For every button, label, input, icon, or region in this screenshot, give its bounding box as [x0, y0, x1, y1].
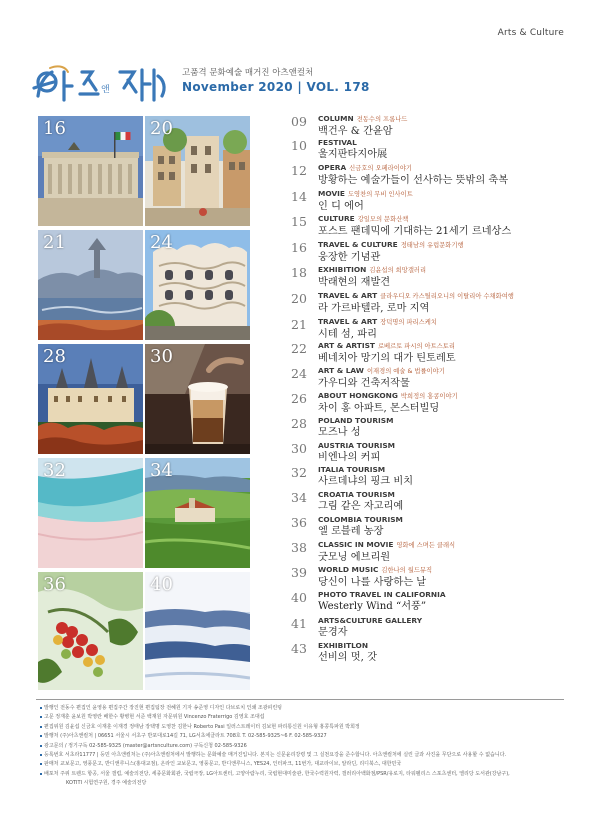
- toc-page-number: 30: [291, 441, 307, 456]
- toc-series-note: 영화에 스며든 클래식: [396, 542, 456, 549]
- toc-title: 선비의 멋, 갓: [318, 652, 377, 663]
- toc-title: 그림 같은 자고리예: [318, 501, 404, 512]
- toc-page-number: 12: [291, 163, 307, 178]
- photo-pink-beach[interactable]: [38, 458, 143, 568]
- toc-page-number: 24: [291, 366, 307, 381]
- toc-page-number: 16: [291, 240, 307, 255]
- photo-page-number: 28: [43, 346, 66, 367]
- toc-series-note: 장덕명의 파리스케치: [380, 319, 437, 326]
- toc-category-label: AUSTRIA TOURISM: [318, 441, 396, 450]
- toc-title: 박래현의 재발견: [318, 277, 391, 288]
- credits-line: 발행인 전동수 편집인 윤영용 편집주간 장진현 편집팀장 전혜원 기자 송준영 디자인 다브로치 인쇄 조광피린팅: [40, 704, 570, 713]
- toc-series-note: 강일모의 문화산책: [357, 216, 409, 223]
- photo-gaudi-building[interactable]: [145, 230, 250, 340]
- toc-entry[interactable]: [291, 640, 377, 664]
- toc-title: 포스트 팬데믹에 기대하는 21세기 르네상스: [318, 226, 512, 237]
- toc-entry[interactable]: [291, 440, 395, 464]
- toc-entry[interactable]: [291, 464, 413, 488]
- toc-title: 차이 홍 아파트, 몬스터빌딩: [318, 403, 440, 414]
- credits-line: 광고문의 / 정기구독 02-585-9325 (master@artsnculture.com) 구독신청 02-585-9326: [40, 742, 570, 751]
- toc-category-label: ART & LAW: [318, 366, 364, 375]
- toc-category: [318, 316, 437, 328]
- issue-line: November 2020 | VOL. 178: [182, 80, 370, 94]
- photo-rome-watercolor[interactable]: [145, 116, 250, 226]
- toc-category-label: EXHIBITLON: [318, 641, 369, 650]
- toc-title: Westerly Wind “서풍”: [318, 601, 427, 612]
- toc-category: [318, 539, 455, 551]
- toc-entry[interactable]: [291, 137, 387, 161]
- toc-title: 시테 섬, 파리: [318, 329, 377, 340]
- toc-page-number: 21: [291, 317, 307, 332]
- toc-page-number: 26: [291, 391, 307, 406]
- toc-category-label: CLASSIC IN MOVIE: [318, 540, 394, 549]
- toc-series-note: 로베르토 파시의 아트스토리: [377, 343, 455, 350]
- photo-moszna-castle[interactable]: [38, 344, 143, 454]
- toc-entry[interactable]: [291, 390, 458, 415]
- toc-category: [318, 440, 395, 451]
- toc-entry[interactable]: [291, 239, 464, 264]
- toc-category: [318, 290, 514, 302]
- toc-entry[interactable]: [291, 264, 426, 289]
- toc-category: [318, 514, 403, 525]
- toc-page-number: 10: [291, 138, 307, 153]
- toc-page-number: 34: [291, 490, 307, 505]
- toc-category: [318, 137, 387, 148]
- toc-category-label: ART & ARTIST: [318, 341, 375, 350]
- toc-title: 비엔나의 커피: [318, 452, 381, 463]
- toc-category-label: WORLD MUSIC: [318, 565, 379, 574]
- toc-entry[interactable]: [291, 113, 407, 138]
- toc-category-label: TRAVEL & ART: [318, 317, 378, 326]
- toc-category-label: CROATIA TOURISM: [318, 490, 395, 499]
- toc-title: 백건우 & 간윤암: [318, 126, 393, 137]
- toc-page-number: 43: [291, 641, 307, 656]
- photo-page-number: 30: [150, 346, 173, 367]
- toc-page-number: 14: [291, 189, 307, 204]
- credits-line: 배포처 주위 트렌드 항공, 서울 갤럽, 예술의전당, 세종문화회관, 국립극장, LG아트센터, 고양아람누리, 국립현대미술관, 한국수력원자력, 갤러리아백화점/PSR/유로지, 타워펠리스 스포츠센터, 엘리당 도서관(강남구),: [40, 770, 570, 779]
- toc-category-label: TRAVEL & ART: [318, 291, 378, 300]
- toc-category-label: EXHIBITION: [318, 265, 367, 274]
- toc-entry[interactable]: [291, 340, 456, 365]
- toc-page-number: 32: [291, 465, 307, 480]
- toc-title: 방황하는 예술가들이 선사하는 뜻밖의 축복: [318, 175, 509, 186]
- toc-page-number: 20: [291, 291, 307, 306]
- toc-category: [318, 489, 403, 500]
- photo-page-number: 20: [150, 118, 173, 139]
- toc-category: [318, 239, 464, 251]
- toc-category-label: ITALIA TOURISM: [318, 465, 386, 474]
- toc-category-label: COLUMN: [318, 114, 354, 123]
- toc-page-number: 40: [291, 590, 307, 605]
- toc-entry[interactable]: [291, 539, 455, 564]
- photo-vienna-coffee[interactable]: [145, 344, 250, 454]
- credits-line: 편집위원 김윤섭 신금호 이재훈 이재경 정태남 장택명 도영찬 김한나 Roberto Pasi 일러스트레이터 김보현 파리통신원 이유형 홍콩특파원 박희정: [40, 723, 570, 732]
- toc-title: 베네치아 망기의 대가 틴토레토: [318, 353, 456, 364]
- toc-entry[interactable]: [291, 213, 511, 238]
- toc-title: 당신이 나를 사랑하는 날: [318, 577, 427, 588]
- photo-page-number: 32: [43, 460, 66, 481]
- credits-line: 고문 정재훈 윤보원 박영란 배한수 황병현 서준 백재원 자문위원 Vincenzo Fraterrigo 김영호 조대섭: [40, 713, 570, 722]
- toc-category-label: FESTIVAL: [318, 138, 357, 147]
- section-tag: Arts & Culture: [497, 28, 564, 38]
- toc-category-label: CULTURE: [318, 214, 355, 223]
- toc-page-number: 36: [291, 515, 307, 530]
- photo-page-number: 36: [43, 574, 66, 595]
- toc-category: [318, 390, 458, 402]
- credits-line: 판매처 교보문고, 영풍문고, 반디앤루니스(홍대교점), 온라인 교보문고, 영풍문고, 반디앤루니스, YES24, 인터파크, 11번가, 대교라이브, 알라딘, 리디북스, 대한민국: [40, 760, 570, 769]
- toc-page-number: 38: [291, 540, 307, 555]
- toc-category: [318, 615, 422, 626]
- toc-title: 인 디 에어: [318, 201, 364, 212]
- credits-line: 발행처 (주)아츠앤컬처 | 06651 서울시 서초구 반포대로14길 71, LG서초에클라트 708호 T. 02-585-9325~6 F. 02-585-9327: [40, 732, 570, 741]
- toc-series-note: 박희정의 홍콩이야기: [400, 393, 458, 400]
- toc-category: [318, 162, 508, 174]
- toc-entry[interactable]: [291, 589, 446, 613]
- toc-category: [318, 464, 413, 475]
- credits-block: [40, 704, 570, 789]
- photo-zagorje-landscape[interactable]: [145, 458, 250, 568]
- toc-entry[interactable]: [291, 615, 422, 639]
- toc-series-note: 신금호의 오페라이야기: [349, 165, 413, 172]
- toc-page-number: 39: [291, 565, 307, 580]
- toc-series-note: 클라우디오 카스틸리오니의 이탈리아 수채화여행: [380, 293, 514, 300]
- logo-ampersand: 앤: [101, 85, 110, 95]
- photo-page-number: 16: [43, 118, 66, 139]
- photo-page-number: 34: [150, 460, 173, 481]
- toc-category: [318, 564, 432, 576]
- photo-page-number: 24: [150, 232, 173, 253]
- toc-entry[interactable]: [291, 316, 437, 341]
- toc-title: 가우디와 건축저작물: [318, 378, 410, 389]
- toc-series-note: 도영찬의 무비 인사이트: [347, 191, 413, 198]
- toc-page-number: 41: [291, 616, 307, 631]
- photo-page-number: 40: [150, 574, 173, 595]
- toc-category-label: COLOMBIA TOURISM: [318, 515, 403, 524]
- toc-title: 라 가르바텔라, 로마 지역: [318, 303, 430, 314]
- toc-category-label: ABOUT HONGKONG: [318, 391, 398, 400]
- footer-divider: [36, 699, 564, 700]
- toc-page-number: 09: [291, 114, 307, 129]
- toc-category: [318, 340, 456, 352]
- toc-category: [318, 415, 393, 426]
- toc-page-number: 28: [291, 416, 307, 431]
- photo-california-fog[interactable]: [145, 572, 250, 690]
- toc-entry[interactable]: [291, 415, 393, 439]
- toc-entry[interactable]: [291, 365, 445, 390]
- toc-title: 굿모닝 에브리원: [318, 552, 391, 563]
- toc-category-label: ARTS&CULTURE GALLERY: [318, 616, 423, 625]
- toc-series-note: 정태남의 유럽문화기행: [400, 242, 464, 249]
- toc-entry[interactable]: [291, 564, 432, 589]
- toc-page-number: 18: [291, 265, 307, 280]
- toc-page-number: 22: [291, 341, 307, 356]
- toc-title: 웅장한 기념관: [318, 252, 381, 263]
- toc-series-note: 김윤섭의 희망갤러리: [369, 267, 427, 274]
- toc-entry[interactable]: [291, 290, 514, 315]
- toc-title: 모즈나 성: [318, 427, 361, 438]
- toc-title: 사르데냐의 핑크 비치: [318, 476, 414, 487]
- toc-series-note: 이재경의 예술 & 법률이야기: [366, 368, 445, 375]
- photo-paris-painting[interactable]: [38, 230, 143, 340]
- toc-category-label: TRAVEL & CULTURE: [318, 240, 398, 249]
- toc-entry[interactable]: [291, 162, 508, 187]
- toc-category: [318, 113, 407, 125]
- toc-category: [318, 589, 446, 600]
- toc-title: 엘 로블레 농장: [318, 526, 384, 537]
- toc-category-label: MOVIE: [318, 189, 345, 198]
- photo-coffee-cherries[interactable]: [38, 572, 143, 690]
- toc-category: [318, 640, 377, 651]
- toc-title: 문경자: [318, 627, 348, 638]
- toc-category: [318, 188, 413, 200]
- toc-series-note: 김한나의 월드뮤직: [381, 567, 433, 574]
- toc-entry[interactable]: [291, 489, 403, 513]
- toc-category: [318, 365, 445, 377]
- credits-line: 등록번호 서초라11777 | 등민 아츠앤컬처는 (주)아츠앤컬처에서 발행하는 문화예술 매거진입니다. 본지는 신문윤리강령 및 그 실천요강을 준수합니다. 아츠앤컬처에 실린 글과 사진을 무단으로 사용할 수 없습니다.: [40, 751, 570, 760]
- credits-line: KOTITI 시험연구원, 경주 예술의전당: [66, 780, 147, 787]
- magazine-logo: [30, 62, 170, 106]
- photo-page-number: 21: [43, 232, 66, 253]
- toc-entry[interactable]: [291, 514, 403, 538]
- toc-category-label: PHOTO TRAVEL IN CALIFORNIA: [318, 590, 446, 599]
- toc-series-note: 전동수의 프롬나드: [356, 116, 408, 123]
- toc-category-label: POLAND TOURISM: [318, 416, 394, 425]
- toc-entry[interactable]: [291, 188, 413, 213]
- photo-rome-monument[interactable]: [38, 116, 143, 226]
- toc-category-label: OPERA: [318, 163, 347, 172]
- magazine-subtitle: 고품격 문화예술 매거진 아츠앤컬처: [182, 68, 314, 78]
- logo-artwork: [30, 62, 170, 106]
- toc-category: [318, 264, 426, 276]
- toc-title: 울지판타지아展: [318, 149, 388, 160]
- toc-page-number: 15: [291, 214, 307, 229]
- toc-category: [318, 213, 511, 225]
